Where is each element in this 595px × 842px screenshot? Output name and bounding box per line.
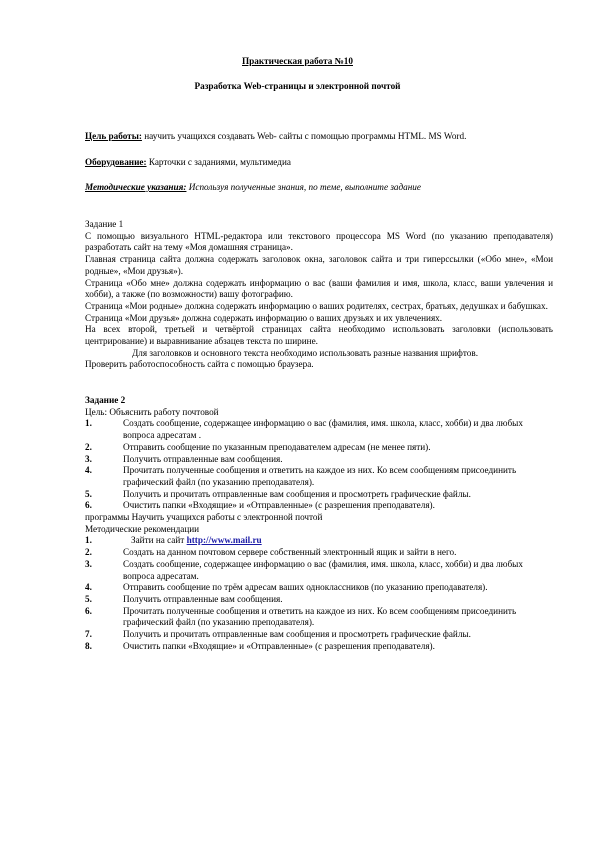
task1-paragraph: Для заголовков и основного текста необходимо использовать разные названия шрифтов. (132, 347, 479, 358)
task1-paragraph: Страница «Мои родные» должна содержать информацию о ваших родителях, сестрах, братьях, дедушках и бабушках. (85, 300, 548, 311)
list-item-text: Отправить сообщение по указанным преподавателем адресам (не менее пяти). (123, 441, 431, 452)
task1-section (85, 219, 553, 371)
list-item (85, 442, 553, 454)
list-item (85, 641, 553, 653)
list-item (85, 418, 553, 441)
list-item (85, 489, 553, 501)
programs-line: программы Научить учащихся работы с электронной почтой (85, 512, 323, 523)
task1-paragraph: Проверить работоспособность сайта с помощью браузера. (85, 359, 314, 370)
list-item-number: 2. (85, 547, 92, 558)
list-item-number: 8. (85, 640, 92, 651)
list-item-number: 2. (85, 441, 92, 452)
list-item-text: Прочитать полученные сообщения и ответить на каждое из них. Ко всем сообщениям присоединить графический файл (по указанию преподавателя). (123, 465, 517, 487)
list-item (85, 500, 553, 512)
goal-text: научить учащихся создавать Web- сайты с помощью программы HTML. MS Word. (141, 131, 467, 141)
list-item-number: 6. (85, 605, 92, 616)
task1-heading: Задание 1 (85, 219, 124, 229)
list-item-number: 5. (85, 593, 92, 604)
list-item (85, 547, 553, 559)
document-title: Практическая работа №10 (242, 56, 353, 66)
list-item-text: Получить и прочитать отправленные вам сообщения и просмотреть графические файлы. (123, 488, 471, 499)
method-line (85, 182, 565, 194)
list-item-number: 4. (85, 465, 92, 476)
list-item (85, 559, 553, 582)
list-item-text: Создать на данном почтовом сервере собственный электронный ящик и зайти в него. (123, 547, 457, 558)
goal-line (85, 131, 565, 143)
list-item-text: Создать сообщение, содержащее информацию о вас (фамилия, имя. школа, класс, хобби) и два любых вопроса адресатам. (123, 558, 523, 581)
method-label: Методические указания: (85, 182, 187, 192)
list-item (85, 465, 553, 488)
list-item-number: 5. (85, 488, 92, 499)
goal-label: Цель работы: (85, 131, 142, 141)
list-item-text: Очистить папки «Входящие» и «Отправленные» (с разрешения преподавателя). (123, 640, 435, 651)
list-item-number: 3. (85, 453, 92, 464)
task1-paragraph: Страница «Мои друзья» должна содержать информацию о ваших друзьях и их увлечениях. (85, 312, 443, 323)
task2-section (85, 395, 553, 652)
list-item-number: 3. (85, 558, 92, 569)
equipment-text: Карточки с заданиями, мультимедиа (146, 157, 291, 167)
list-item-number: 1. (85, 535, 92, 546)
equipment-label: Оборудование: (85, 157, 147, 167)
list-item-number: 1. (85, 418, 92, 429)
list-item-text: Получить и прочитать отправленные вам сообщения и просмотреть графические файлы. (123, 629, 471, 640)
list-item-number: 4. (85, 582, 92, 593)
task2-heading: Задание 2 (85, 395, 126, 405)
task1-paragraph: С помощью визуального HTML-редактора или текстового процессора MS Word (по указанию преподавателя) разработать сайт на тему «Моя домашняя страница». (85, 230, 553, 253)
mail-ru-link[interactable]: http://www.mail.ru (186, 535, 262, 546)
list-item-text: Очистить папки «Входящие» и «Отправленные» (с разрешения преподавателя). (123, 500, 435, 511)
list-item-text: Создать сообщение, содержащее информацию о вас (фамилия, имя. школа, класс, хобби) и два любых вопроса адресатам . (123, 418, 523, 441)
list-item (85, 454, 553, 466)
list-item-number: 7. (85, 629, 92, 640)
list-item (85, 594, 553, 606)
task2-goal: Цель: Объяснить работу почтовой (85, 406, 219, 417)
method-recommendations-heading: Методические рекомендации (85, 523, 200, 534)
list-item-number: 6. (85, 500, 92, 511)
equipment-line (85, 157, 565, 169)
list-item-text: Получить отправленные вам сообщения. (123, 593, 283, 604)
list-item (85, 629, 553, 641)
task1-paragraph: На всех второй, третьей и четвёртой страницах сайта необходимо использовать заголовки (использовать центрирование) и выравнивание абзацев текста по ширине. (85, 324, 553, 347)
list-item (85, 535, 553, 547)
list-item-text: Прочитать полученные сообщения и ответить на каждое из них. Ко всем сообщениям присоединить графический файл (по указанию преподавателя). (123, 605, 517, 628)
task1-paragraph: Страница «Обо мне» должна содержать информацию о вас (ваши фамилия и имя, школа, класс, ваши увлечения и хобби), а также (по возможности) вашу фотографию. (85, 277, 553, 300)
task1-paragraph: Главная страница сайта должна содержать заголовок окна, заголовок сайта и три гиперссылки («Обо мне», «Мои родные», «Мои друзья»). (85, 254, 553, 276)
list-item-text: Отправить сообщение по трём адресам ваших одноклассников (по указанию преподавателя). (123, 582, 488, 593)
list-item-text (123, 535, 553, 547)
list-item-text-span: Зайти на сайт (131, 535, 187, 546)
list-item (85, 606, 553, 629)
list-item-text: Получить отправленные вам сообщения. (123, 453, 283, 464)
list-item (85, 582, 553, 594)
document-subtitle: Разработка Web-страницы и электронной почтой (194, 81, 401, 91)
method-text: Используя полученные знания, по теме, выполните задание (186, 182, 421, 192)
